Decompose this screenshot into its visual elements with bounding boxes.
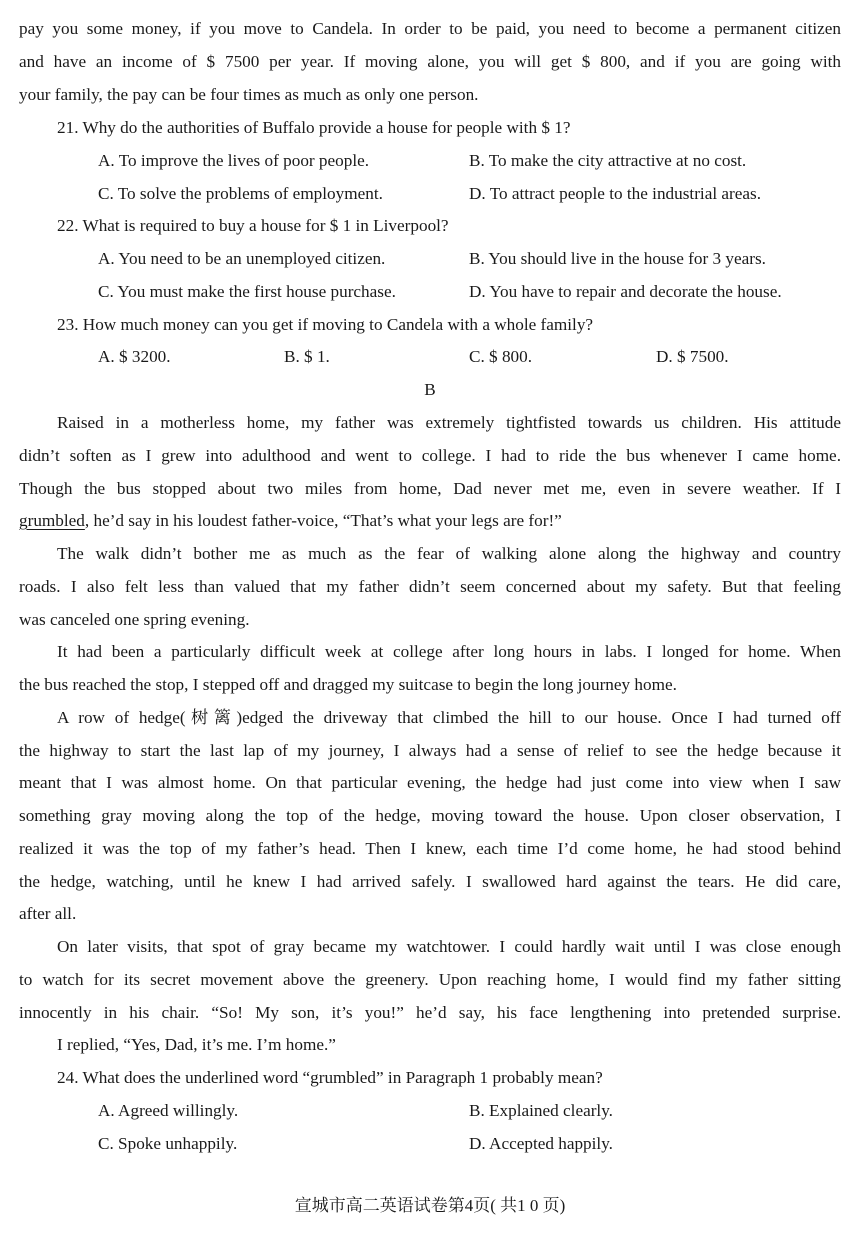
passage-b-p4-line-3: meant that I was almost home. On that particular evening, the hedge had just come into view when I saw — [19, 773, 841, 792]
passage-a-line-2: and have an income of $ 7500 per year. If moving alone, you will get $ 800, and if you are going with — [19, 52, 841, 71]
question-24-option-a: A. Agreed willingly. — [98, 1101, 239, 1120]
question-22-stem: 22. What is required to buy a house for $ 1 in Liverpool? — [57, 216, 449, 235]
section-b-heading: B — [424, 380, 436, 399]
question-23-option-a: A. $ 3200. — [98, 347, 171, 366]
question-24-stem: 24. What does the underlined word “grumbled” in Paragraph 1 probably mean? — [57, 1068, 603, 1087]
passage-b-p3-line-2: the bus reached the stop, I stepped off and dragged my suitcase to begin the long journey home. — [19, 675, 677, 694]
passage-b-p1-line-4-rest: , he’d say in his loudest father-voice, “That’s what your legs are for!” — [84, 511, 562, 530]
question-23-option-b: B. $ 1. — [284, 347, 330, 366]
underlined-word-grumbled: grumbled — [19, 511, 85, 530]
question-21-option-a: A. To improve the lives of poor people. — [98, 151, 370, 170]
passage-b-p1-line-1: Raised in a motherless home, my father was extremely tightfisted towards us children. His attitude — [57, 413, 841, 432]
question-24-option-c: C. Spoke unhappily. — [98, 1134, 238, 1153]
question-22-option-c: C. You must make the first house purchase. — [98, 282, 396, 301]
passage-b-p1-line-4 — [19, 511, 841, 531]
passage-b-p1-line-2: didn’t soften as I grew into adulthood and went to college. I had to ride the bus whenever I came home. — [19, 446, 841, 465]
passage-b-p4-line-6: the hedge, watching, until he knew I had arrived safely. I swallowed hard against the tears. He did care, — [19, 872, 841, 891]
page-footer: 宣城市高二英语试卷第4页( 共1 0 页) — [294, 1196, 566, 1215]
passage-a-line-1: pay you some money, if you move to Candela. In order to be paid, you need to become a permanent citizen — [19, 19, 841, 38]
question-21-option-c: C. To solve the problems of employment. — [98, 184, 383, 203]
question-23-option-c: C. $ 800. — [469, 347, 533, 366]
passage-b-p3-line-1: It had been a particularly difficult week at college after long hours in labs. I longed for home. When — [57, 642, 841, 661]
question-22-option-a: A. You need to be an unemployed citizen. — [98, 249, 386, 268]
question-22-option-d: D. You have to repair and decorate the house. — [469, 282, 782, 301]
question-21-stem: 21. Why do the authorities of Buffalo provide a house for people with $ 1? — [57, 118, 571, 137]
passage-b-p4-line-7: after all. — [19, 904, 77, 923]
question-21-option-b: B. To make the city attractive at no cost. — [469, 151, 747, 170]
passage-a-line-3: your family, the pay can be four times as much as only one person. — [19, 85, 479, 104]
passage-b-p2-line-1: The walk didn’t bother me as much as the fear of walking alone along the highway and country — [57, 544, 841, 563]
passage-b-p2-line-3: was canceled one spring evening. — [19, 610, 250, 629]
passage-b-p1-line-3: Though the bus stopped about two miles from home, Dad never met me, even in severe weather. If I — [19, 479, 841, 498]
passage-b-p2-line-2: roads. I also felt less than valued that my father didn’t seem concerned about my safety. But that feeling — [19, 577, 841, 596]
passage-b-p4-line-2: the highway to start the last lap of my journey, I always had a sense of relief to see the hedge because it — [19, 741, 841, 760]
passage-b-p5-line-3: innocently in his chair. “So! My son, it’s you!” he’d say, his face lengthening into pretended surprise. — [19, 1003, 841, 1022]
question-23-stem: 23. How much money can you get if moving to Candela with a whole family? — [57, 315, 594, 334]
passage-b-p4-line-1: A row of hedge(树篱)edged the driveway that climbed the hill to our house. Once I had turned off — [57, 708, 841, 727]
question-22-option-b: B. You should live in the house for 3 years. — [469, 249, 766, 268]
passage-b-p4-line-5: realized it was the top of my father’s head. Then I knew, each time I’d come home, he had stood behind — [19, 839, 841, 858]
passage-b-p4-line-4: something gray moving along the top of the hedge, moving toward the house. Upon closer observation, I — [19, 806, 841, 825]
passage-b-p5-line-2: to watch for its secret movement above the greenery. Upon reaching home, I would find my father sitting — [19, 970, 841, 989]
question-24-option-d: D. Accepted happily. — [469, 1134, 613, 1153]
passage-b-p6-line-1: I replied, “Yes, Dad, it’s me. I’m home.” — [57, 1035, 336, 1054]
question-24-option-b: B. Explained clearly. — [469, 1101, 613, 1120]
question-21-option-d: D. To attract people to the industrial areas. — [469, 184, 762, 203]
question-23-option-d: D. $ 7500. — [656, 347, 729, 366]
passage-b-p5-line-1: On later visits, that spot of gray became my watchtower. I could hardly wait until I was close enough — [57, 937, 841, 956]
